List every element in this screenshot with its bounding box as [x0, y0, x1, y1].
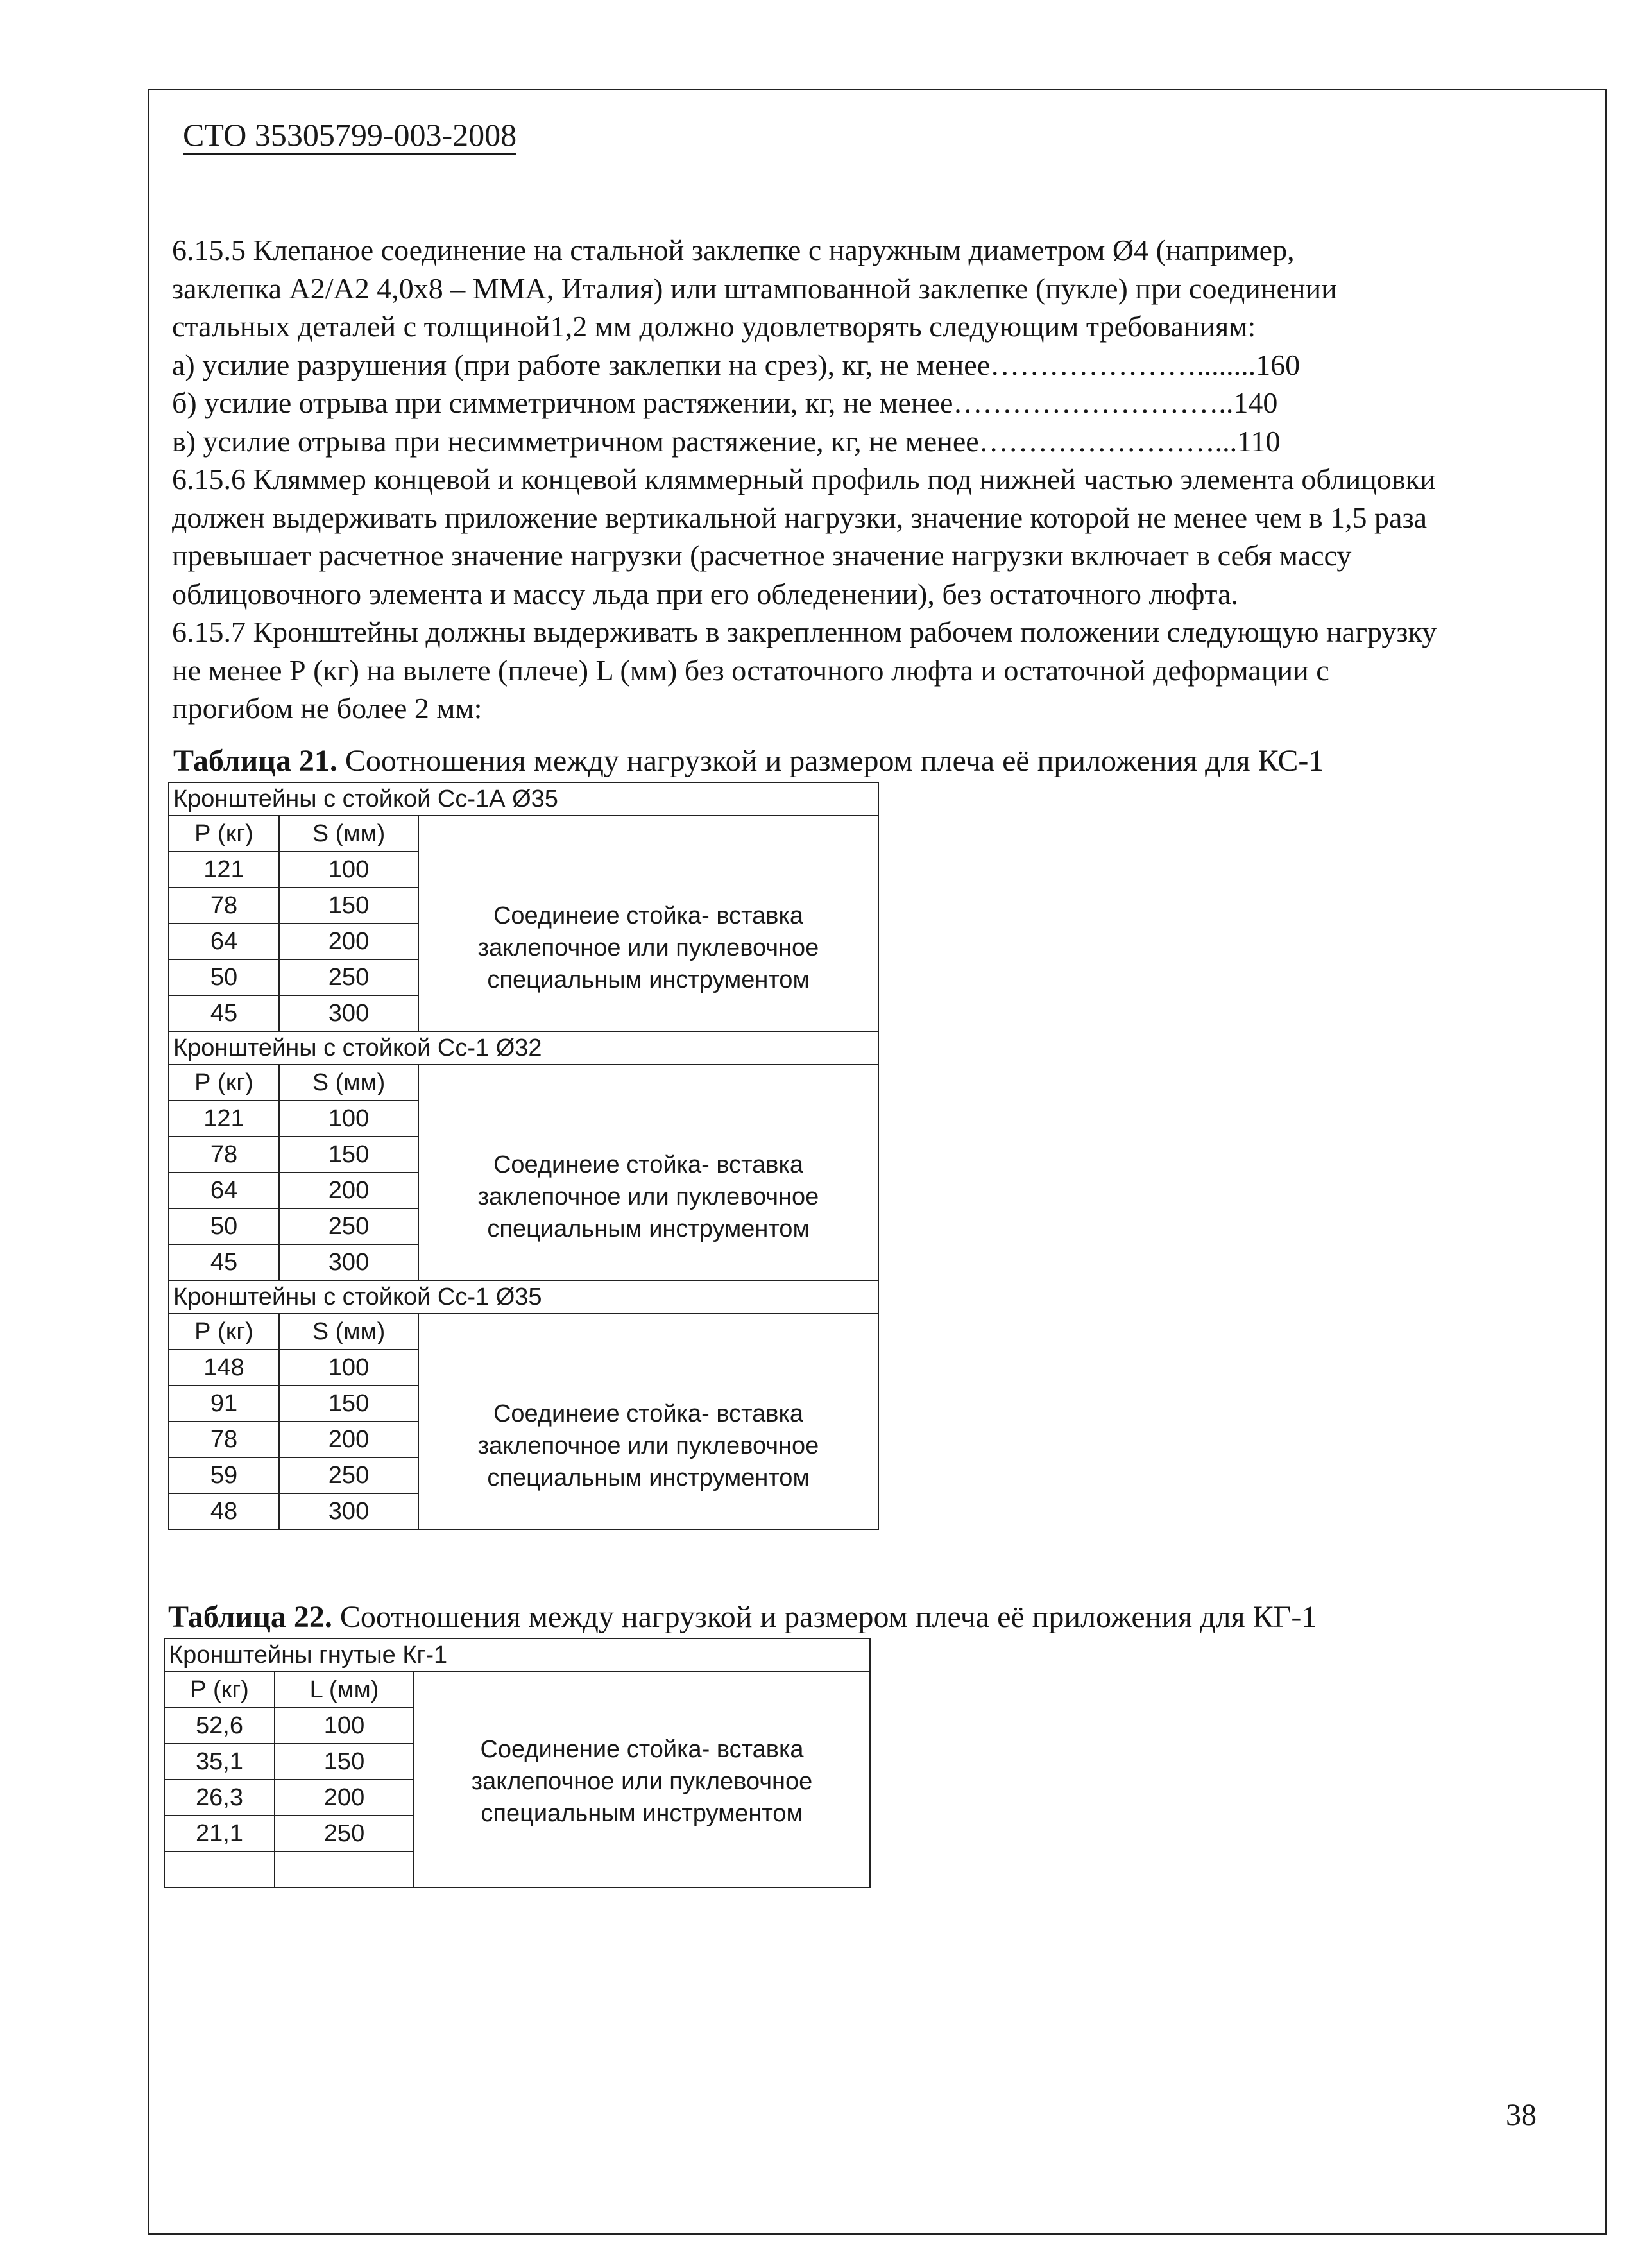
table21-group3-title: Кронштейны с стойкой Сс-1 Ø35: [169, 1280, 878, 1314]
body-line: 6.15.6 Кляммер концевой и концевой кляммерный профиль под нижней частью элемента облицовки: [172, 463, 1436, 495]
cell-p: 35,1: [164, 1744, 275, 1780]
cell-p: 121: [169, 852, 279, 888]
cell-s: 150: [279, 888, 418, 924]
cell-s: 300: [279, 1244, 418, 1280]
table21-caption-text: Соотношения между нагрузкой и размером плеча её приложения для КС-1: [337, 744, 1324, 778]
col-header-p: Р (кг): [169, 1065, 279, 1101]
cell-p: 45: [169, 995, 279, 1031]
cell-p: 52,6: [164, 1708, 275, 1744]
cell-p: 48: [169, 1493, 279, 1529]
cell-l: 100: [275, 1708, 414, 1744]
body-line: а) усилие разрушения (при работе заклепки на срез), кг, не менее…………………........160: [172, 348, 1301, 381]
body-line: 6.15.7 Кронштейны должны выдерживать в закрепленном рабочем положении следующую нагрузку: [172, 615, 1437, 648]
table22: [164, 1638, 871, 1888]
body-line: в) усилие отрыва при несимметричном растяжение, кг, не менее……………………...110: [172, 424, 1281, 458]
cell-s: 250: [279, 959, 418, 995]
col-header-l: L (мм): [275, 1672, 414, 1708]
cell-s: 250: [279, 1208, 418, 1244]
body-line: б) усилие отрыва при симметричном растяжении, кг, не менее………………………..140: [172, 386, 1278, 419]
table21-caption-label: Таблица 21.: [173, 744, 337, 778]
document-code: СТО 35305799-003-2008: [183, 117, 516, 155]
cell-p: 148: [169, 1350, 279, 1386]
cell-p: [164, 1851, 275, 1887]
cell-s: 100: [279, 852, 418, 888]
col-header-s: S (мм): [279, 816, 418, 852]
cell-p: 91: [169, 1386, 279, 1422]
table21: [168, 782, 879, 1530]
cell-l: 150: [275, 1744, 414, 1780]
cell-s: 200: [279, 1173, 418, 1208]
col-header-p: Р (кг): [164, 1672, 275, 1708]
col-header-s: S (мм): [279, 1314, 418, 1350]
body-line: прогибом не более 2 мм:: [172, 692, 482, 725]
cell-p: 26,3: [164, 1780, 275, 1816]
cell-s: 250: [279, 1457, 418, 1493]
table22-caption-label: Таблица 22.: [168, 1600, 332, 1634]
cell-s: 200: [279, 924, 418, 959]
table21-group1-title: Кронштейны с стойкой Сс-1А Ø35: [169, 782, 878, 816]
cell-p: 59: [169, 1457, 279, 1493]
body-line: стальных деталей с толщиной1,2 мм должно удовлетворять следующим требованиям:: [172, 310, 1256, 343]
cell-l: [275, 1851, 414, 1887]
table21-group1-note: Соединеие стойка- вставка заклепочное или пуклевочное специальным инструментом: [418, 816, 878, 1031]
cell-s: 300: [279, 995, 418, 1031]
table21-group2-note: Соединеие стойка- вставка заклепочное или пуклевочное специальным инструментом: [418, 1065, 878, 1280]
body-line: не менее Р (кг) на вылете (плече) L (мм) без остаточного люфта и остаточной деформации с: [172, 653, 1329, 687]
col-header-p: Р (кг): [169, 816, 279, 852]
table21-group3-note: Соединеие стойка- вставка заклепочное или пуклевочное специальным инструментом: [418, 1314, 878, 1529]
cell-p: 50: [169, 959, 279, 995]
body-text: [172, 231, 1571, 728]
cell-p: 64: [169, 924, 279, 959]
cell-p: 21,1: [164, 1816, 275, 1851]
cell-p: 78: [169, 1422, 279, 1457]
body-line: превышает расчетное значение нагрузки (расчетное значение нагрузки включает в себя массу: [172, 539, 1352, 572]
cell-s: 100: [279, 1101, 418, 1137]
col-header-s: S (мм): [279, 1065, 418, 1101]
cell-s: 300: [279, 1493, 418, 1529]
table22-caption: [168, 1599, 1317, 1635]
body-line: 6.15.5 Клепаное соединение на стальной заклепке с наружным диаметром Ø4 (например,: [172, 234, 1295, 266]
cell-p: 78: [169, 1137, 279, 1173]
cell-p: 50: [169, 1208, 279, 1244]
cell-p: 64: [169, 1173, 279, 1208]
cell-p: 45: [169, 1244, 279, 1280]
col-header-p: Р (кг): [169, 1314, 279, 1350]
table21-caption: [173, 743, 1324, 778]
cell-s: 150: [279, 1137, 418, 1173]
table22-group-note: Соединение стойка- вставка заклепочное или пуклевочное специальным инструментом: [414, 1672, 870, 1887]
body-line: облицовочного элемента и массу льда при его обледенении), без остаточного люфта.: [172, 577, 1238, 610]
cell-l: 200: [275, 1780, 414, 1816]
cell-l: 250: [275, 1816, 414, 1851]
cell-s: 100: [279, 1350, 418, 1386]
cell-p: 121: [169, 1101, 279, 1137]
cell-p: 78: [169, 888, 279, 924]
page-number: 38: [1506, 2098, 1537, 2132]
table21-group2-title: Кронштейны с стойкой Сс-1 Ø32: [169, 1031, 878, 1065]
cell-s: 200: [279, 1422, 418, 1457]
body-line: должен выдерживать приложение вертикальной нагрузки, значение которой не менее чем в 1,5 раза: [172, 501, 1428, 534]
cell-s: 150: [279, 1386, 418, 1422]
table22-caption-text: Соотношения между нагрузкой и размером плеча её приложения для КГ-1: [332, 1600, 1317, 1634]
table22-group-title: Кронштейны гнутые Кг-1: [164, 1638, 870, 1672]
body-line: заклепка А2/А2 4,0х8 – ММА, Италия) или штампованной заклепке (пукле) при соединении: [172, 271, 1337, 305]
